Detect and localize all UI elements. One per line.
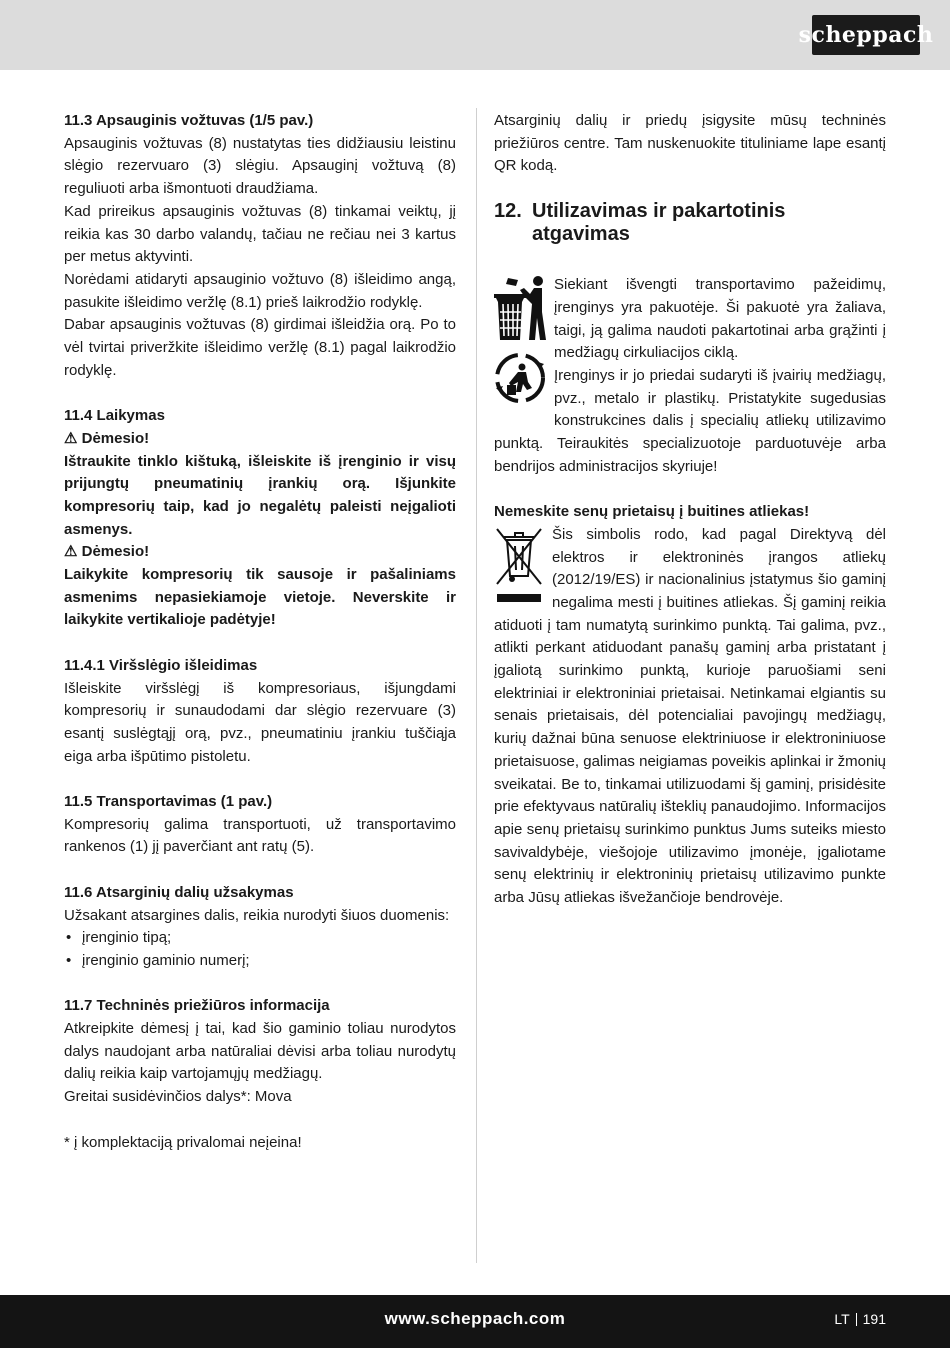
left-column [64, 110, 456, 1154]
page-number-value: 191 [862, 1311, 886, 1327]
footer-url[interactable]: www.scheppach.com [384, 1309, 566, 1328]
section-11-7-title: 11.7 Techninės priežiūros informacija [64, 997, 330, 1015]
right-column [494, 110, 886, 910]
warning-label-1: ⚠ Dėmesio! [64, 429, 150, 447]
column-divider [476, 108, 477, 1263]
weee-title: Nemeskite senų prietaisų į buitines atliekas! [494, 503, 810, 521]
warning-text-1: Ištraukite tinklo kištuką, išleiskite iš įrenginio ir visų prijungtų pneumatinių įrankių orą. Išjunkite kompresorių taip, kad jo negalėtų paleisti neįgalioti asmenys. [64, 452, 456, 538]
list-item: • įrenginio gaminio numerį; [64, 950, 456, 973]
logo-text: scheppach [798, 22, 934, 48]
section-11-3-p4: Dabar apsauginis vožtuvas (8) girdimai išleidžia orą. Po to vėl tvirtai priveržkite išleidimo veržlę (8.1) pagal laikrodžio rodyklę. [64, 316, 456, 379]
page-header [0, 0, 950, 70]
footnote: * į komplektaciją privalomai neįeina! [64, 1133, 302, 1151]
brand-logo [798, 15, 934, 55]
language-code: LT [834, 1311, 850, 1327]
warning-text-2: Laikykite kompresorių tik sausoje ir pašaliniams asmenims nepasiekiamoje vietoje. Neverskite ir laikykite vertikalioje padėtyje! [64, 566, 456, 629]
recycling-block [494, 274, 886, 478]
section-11-5-title: 11.5 Transportavimas (1 pav.) [64, 793, 273, 811]
section-11-4-1-p: Išleiskite viršslėgį iš kompresoriaus, išjungdami kompresorių ir sunaudodami dar slėgio rezervuare (3) esantį suslėgtąjį orą, pvz., pneumatiniu įrankiu tuščiąja eiga arba išpūtimo pistoletu. [64, 679, 456, 765]
litter-bin-icon [494, 274, 548, 342]
recycling-text-2: Įrenginys ir jo priedai sudaryti iš įvairių medžiagų, pvz., metalo ir plastikų. Pristatykite sugedusias konstrukcines dalis į specialių atliekų utilizavimo punktą. Teiraukitės specializuotoje parduotuvėje arba bendrijos administracijos skyriuje! [494, 366, 886, 475]
section-11-5-p: Kompresorių galima transportuoti, už transportavimo rankenos (1) jį paverčiant ant ratų (5). [64, 815, 456, 856]
section-11-3-title: 11.3 Apsauginis vožtuvas (1/5 pav.) [64, 112, 314, 129]
section-11-7-p: Atkreipkite dėmesį į tai, kad šio gaminio toliau nurodytos dalys naudojant arba natūraliai dėvisi arba toliau nurodytų dalių reikia kaip vartojamųjų medžiagų. [64, 1020, 456, 1083]
recycle-person-icon [494, 352, 546, 404]
weee-block [494, 524, 886, 910]
warning-label-2: ⚠ Dėmesio! [64, 543, 150, 561]
section-11-3-p3: Norėdami atidaryti apsauginio vožtuvo (8) išleidimo angą, pasukite išleidimo veržlę (8.1) prieš laikrodžio rodyklę. [64, 270, 456, 311]
section-11-7-p2: Greitai susidėvinčios dalys*: Mova [64, 1088, 292, 1106]
parts-order-list [64, 927, 456, 972]
recycling-text-1: Siekiant išvengti transportavimo pažeidimų, įrenginys yra pakuotėje. Ši pakuotė yra žaliava, taigi, ją galima naudoti pakartotinai arba grąžinti į medžiagų cirkuliacijos ciklą. [554, 276, 886, 362]
section-12-number: 12. [494, 200, 522, 223]
spare-parts-intro: Atsarginių dalių ir priedų įsigysite mūsų techninės priežiūros centre. Tam nuskenuokite tituliniame lape esantį QR kodą. [494, 112, 886, 175]
list-item: • įrenginio tipą; [64, 927, 456, 950]
page-number [834, 1311, 886, 1327]
section-11-4-title: 11.4 Laikymas [64, 407, 165, 425]
section-12-heading [494, 200, 886, 246]
page-footer [0, 1295, 950, 1348]
section-11-6-title: 11.6 Atsarginių dalių užsakymas [64, 883, 294, 901]
section-11-3-p2: Kad prireikus apsauginis vožtuvas (8) tinkamai veiktų, jį reikia kas 30 darbo valandų, tačiau ne rečiau nei 3 kartus per metus aktyvinti. [64, 202, 456, 266]
crossed-bin-icon [494, 526, 544, 604]
section-11-6-p: Užsakant atsargines dalis, reikia nurodyti šiuos duomenis: [64, 906, 450, 924]
section-11-3-p1: Apsauginis vožtuvas (8) nustatytas ties didžiausiu leistinu slėgio rezervuaro (3) slėgiu. Apsauginį vožtuvą (8) reguliuoti arba išmontuoti draudžiama. [64, 134, 456, 198]
section-12-title: Utilizavimas ir pakartotinis atgavimas [532, 200, 786, 246]
section-11-4-1-title: 11.4.1 Viršslėgio išleidimas [64, 656, 258, 674]
weee-text: Šis simbolis rodo, kad pagal Direktyvą dėl elektros ir elektroninės įrangos atliekų (2012/19/ES) ir nacionalinius įstatymus šio gaminį negalima mesti į buitines atliekas. Šį gaminį reikia atiduoti į tam numatytą surinkimo punktą. Tai galima, pvz., atlikti perkant atiduodant panašų gaminį arba pristatant į įgaliotą surinkimo punktą, kurioje paruošiami seni elektriniai ir elektroniniai prietaisai. Netinkamai elgiantis su senais prietaisais, dėl potencialiai pavojingų medžiagų, kurių dažnai būna senuose elektriniuose ir elektroniniuose prietaisuose, galimas neigiamas poveikis aplinkai ir žmonių sveikatai. Be to, tinkamai utilizuodami šį gaminį, prisidėsite prie efektyvaus natūralių išteklių panaudojimo. Informacijos apie senų prietaisų surinkimo punktus Jums suteiks miesto savivaldybėje, viešojoje utilizavimo įmonėje, įgaliotame senų elektrinių ir elektroninių prietaisų utilizavimo punkte arba Jūsų atliekas išvežančioje bendrovėje. [494, 525, 886, 907]
